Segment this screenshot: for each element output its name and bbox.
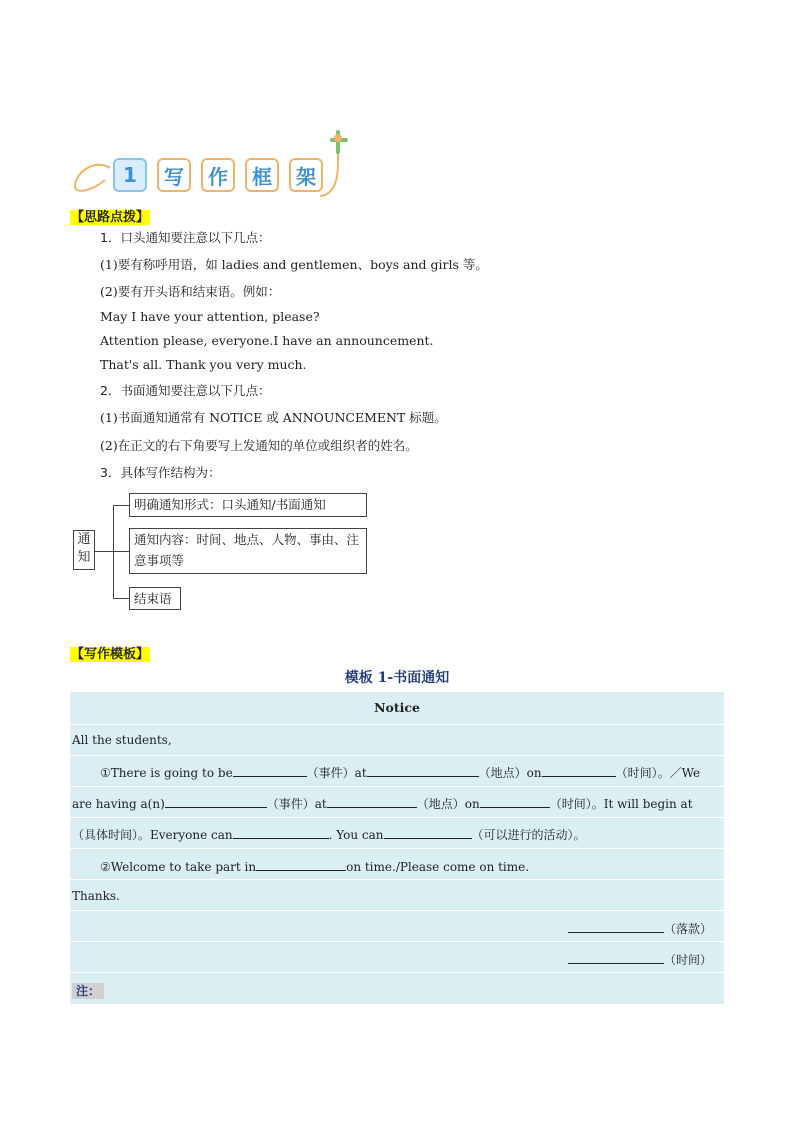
notice-greeting: All the students, bbox=[72, 733, 172, 747]
table-row-divider bbox=[70, 817, 724, 818]
notice-para2 bbox=[100, 858, 529, 874]
banner-tile-zuo: 作 bbox=[201, 158, 235, 192]
table-row-divider bbox=[70, 941, 724, 942]
blank-line bbox=[233, 764, 307, 777]
text-segment: （地点）on bbox=[478, 766, 542, 780]
diagram-item-form: 明确通知形式：口头通知/书面通知 bbox=[129, 493, 367, 517]
text-line: 3．具体写作结构为： bbox=[100, 465, 221, 480]
notice-para1-line1 bbox=[100, 764, 700, 781]
notice-para1-line2 bbox=[72, 795, 693, 812]
text-line: (2)要有开头语和结束语。例如： bbox=[100, 284, 281, 299]
heading-text: 【写作模板】 bbox=[71, 647, 150, 662]
notice-title: Notice bbox=[374, 700, 420, 715]
blank-line bbox=[256, 858, 346, 871]
template-title: 模板 1-书面通知 bbox=[344, 670, 450, 686]
heading-text: 【思路点拨】 bbox=[71, 210, 150, 225]
text-line: That's all. Thank you very much. bbox=[100, 357, 307, 372]
banner-tile-frame: 框 bbox=[245, 158, 279, 192]
text-segment: （时间）。It will begin at bbox=[549, 797, 693, 811]
text-segment: （地点）on bbox=[416, 797, 480, 811]
blank-line bbox=[367, 764, 479, 777]
note-label: 注： bbox=[72, 983, 104, 999]
blank-line bbox=[542, 764, 616, 777]
text-segment: . You can bbox=[328, 828, 384, 842]
notice-closing: Thanks. bbox=[72, 889, 120, 903]
blank-line bbox=[480, 795, 550, 808]
diagram-item-content: 通知内容：时间、地点、人物、事由、注意事项等 bbox=[129, 528, 367, 574]
table-row-divider bbox=[70, 786, 724, 787]
notice-note bbox=[72, 982, 104, 999]
banner-tile-write: 写 bbox=[157, 158, 191, 192]
notice-signature bbox=[568, 920, 712, 937]
table-row-divider bbox=[70, 910, 724, 911]
text-line: 2．书面通知要注意以下几点： bbox=[100, 383, 271, 398]
blank-line bbox=[568, 920, 664, 933]
text-segment: on time./Please come on time. bbox=[346, 860, 530, 874]
table-row-divider bbox=[70, 755, 724, 756]
text-line: 1．口头通知要注意以下几点： bbox=[100, 230, 271, 245]
table-row-divider bbox=[70, 972, 724, 973]
text-line: (1)书面通知通常有 NOTICE 或 ANNOUNCEMENT 标题。 bbox=[100, 410, 447, 425]
blank-line bbox=[233, 826, 329, 839]
banner-tile-jia: 架 bbox=[289, 158, 323, 192]
text-segment: ①There is going to be bbox=[100, 766, 233, 780]
text-segment: （可以进行的活动）。 bbox=[471, 828, 586, 842]
text-line: Attention please, everyone.I have an announcement. bbox=[100, 333, 434, 348]
table-row-divider bbox=[70, 879, 724, 880]
text-line: May I have your attention, please? bbox=[100, 309, 320, 324]
diagram-connector bbox=[113, 505, 129, 506]
text-segment: （事件）at bbox=[306, 766, 367, 780]
text-segment: are having a(n) bbox=[72, 797, 165, 811]
diagram-item-closing: 结束语 bbox=[129, 587, 181, 610]
table-row-divider bbox=[70, 724, 724, 725]
diagram-root: 通 知 bbox=[73, 530, 95, 570]
text-segment: （具体时间）。Everyone can bbox=[72, 828, 233, 842]
text-segment: （时间）。／We bbox=[615, 766, 701, 780]
diagram-connector bbox=[113, 598, 129, 599]
diagram-connector bbox=[113, 551, 129, 552]
blank-line bbox=[165, 795, 267, 808]
diagram-connector bbox=[95, 551, 113, 552]
blank-line bbox=[327, 795, 417, 808]
text-segment: （时间） bbox=[664, 953, 713, 967]
text-line: (1)要有称呼用语，如 ladies and gentlemen、boys and girls 等。 bbox=[100, 257, 488, 272]
banner-tile-number: 1 bbox=[113, 158, 147, 192]
notice-date bbox=[568, 951, 712, 968]
text-segment: ②Welcome to take part in bbox=[100, 860, 257, 874]
text-segment: （事件）at bbox=[266, 797, 327, 811]
section-heading-ideas bbox=[70, 206, 150, 225]
table-row-divider bbox=[70, 848, 724, 849]
text-segment: （落款） bbox=[664, 922, 713, 936]
text-line: (2)在正文的右下角要写上发通知的单位或组织者的姓名。 bbox=[100, 438, 418, 453]
blank-line bbox=[384, 826, 472, 839]
notice-para1-line3 bbox=[72, 826, 586, 843]
section-heading-template bbox=[70, 643, 150, 662]
blank-line bbox=[568, 951, 664, 964]
